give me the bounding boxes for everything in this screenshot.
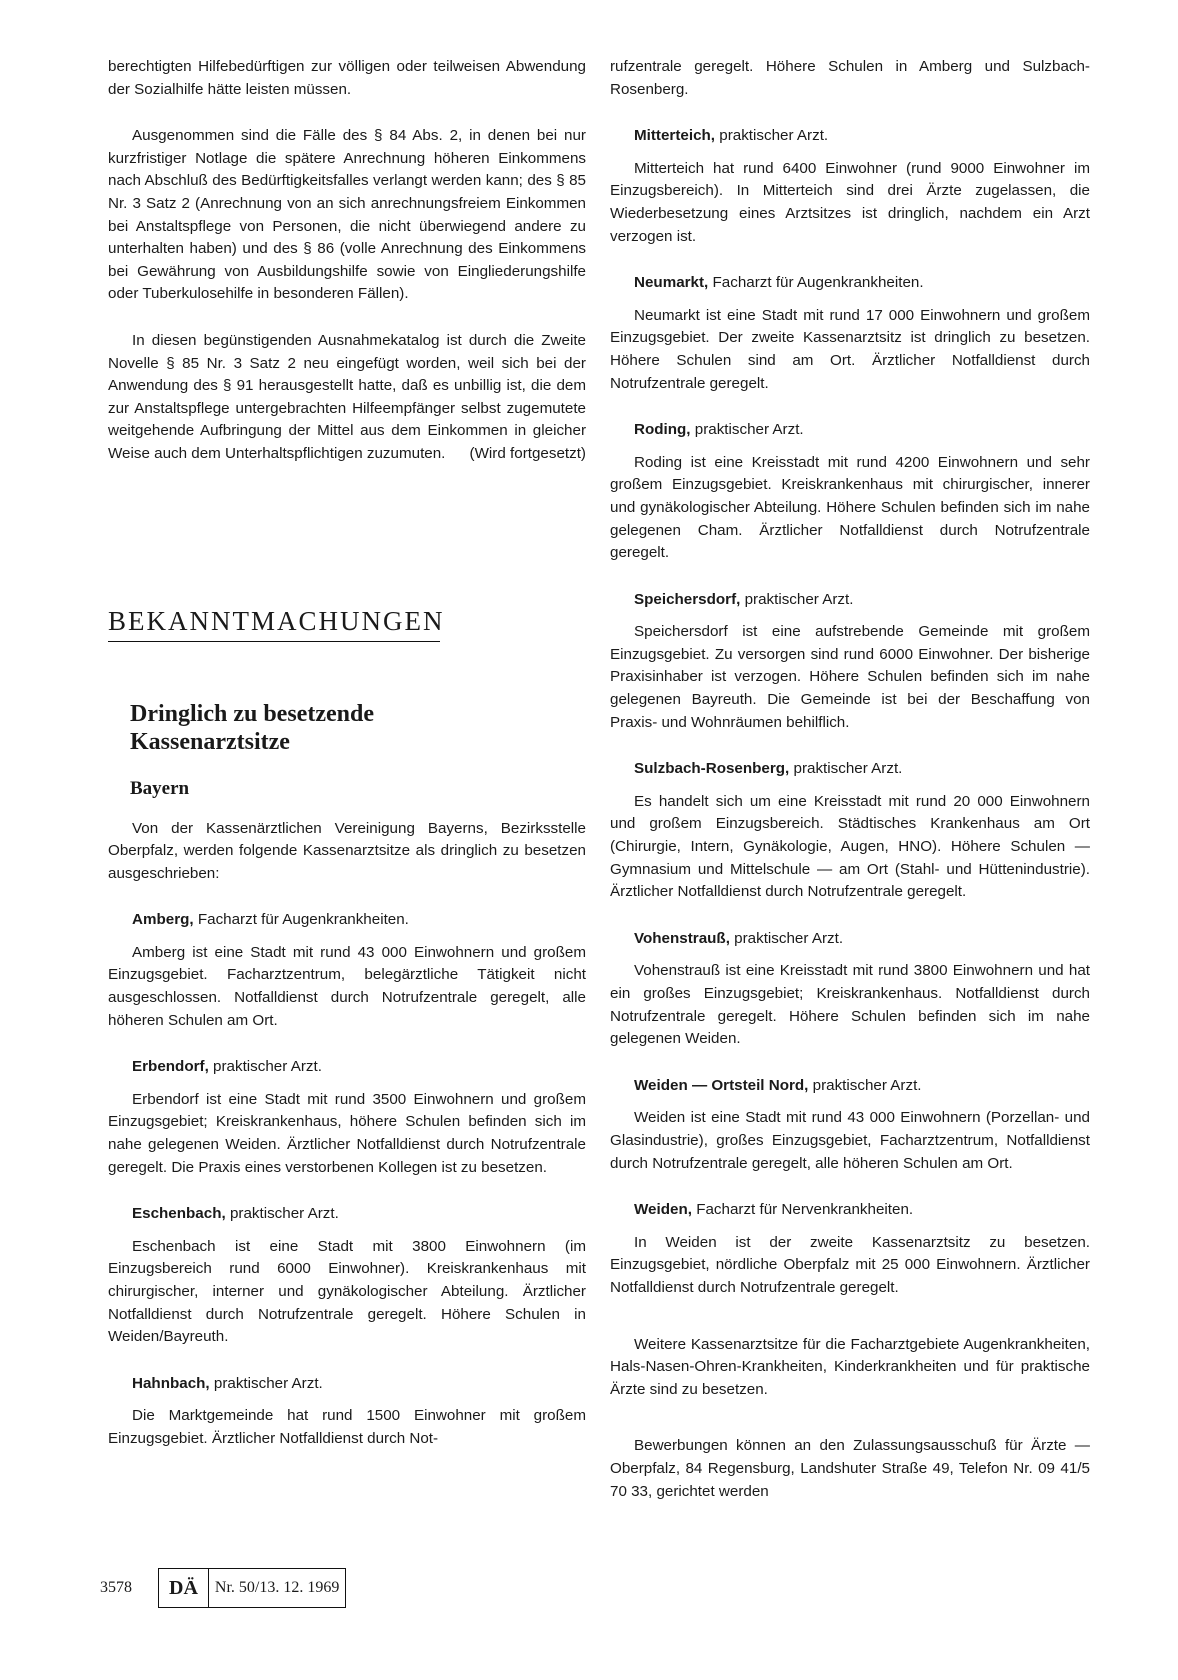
entry-text: Weiden ist eine Stadt mit rund 43 000 Einwohnern (Porzellan- und Glasindustrie), großes Einzugsgebiet, Facharztzentrum, Notfalldienst durch Notrufzentrale geregelt, alle höheren Schulen am Ort. <box>610 1109 1090 1172</box>
entry-heading <box>610 1075 1090 1098</box>
paragraph-text: In diesen begünstigenden Ausnahmekatalog ist durch die Zweite Novelle § 85 Nr. 3 Satz 2 neu eingefügt worden, weil sich bei der Anwendung des § 91 herausgestellt hatte, daß es unbillig ist, die dem zur Anstaltspflege untergebrachten Hilfeempfänger selbst zugemutete weitgehende Aufbringung der Mittel aus dem Einkommen in gleicher Weise auch dem Unterhaltspflichtigen zuzumuten. <box>108 331 586 462</box>
entry-heading <box>610 589 1090 612</box>
entry-type: praktischer Arzt. <box>213 1374 323 1392</box>
entry-place: Eschenbach, <box>132 1205 226 1223</box>
entry-heading <box>108 1373 586 1396</box>
entry-type: praktischer Arzt. <box>812 1076 922 1094</box>
entry-text: Speichersdorf ist eine aufstrebende Gemeinde mit großem Einzugsgebiet. Zu versorgen sind rund 6000 Einwohner. Der bisherige Praxisinhaber ist verzogen. Höhere Schulen befinden sich im nahe gelegenen Bayreuth. Die Gemeinde ist bei der Beschaffung von Praxis- und Wohnräumen behilflich. <box>610 623 1090 731</box>
entry-place: Amberg, <box>132 911 194 929</box>
entry-heading <box>108 1056 586 1079</box>
entry-place: Hahnbach, <box>132 1374 210 1392</box>
entry-type: Facharzt für Nervenkrankheiten. <box>696 1201 914 1219</box>
entry-place: Neumarkt, <box>634 274 709 292</box>
entry-text: Mitterteich hat rund 6400 Einwohner (rund 9000 Einwohner im Einzugsbereich). In Mitterteich sind drei Ärzte zugelassen, die Wiederbesetzung eines Arztsitzes ist dringlich, nachdem ein Arzt verzogen ist. <box>610 159 1090 245</box>
entry-text: Eschenbach ist eine Stadt mit 3800 Einwohnern (im Einzugsbereich rund 6000 Einwohner). Kreiskrankenhaus mit chirurgischer, interner und gynäkologischer Abteilung. Ärztlicher Notfalldienst durch Notrufzentrale geregelt. Höhere Schulen in Weiden/Bayreuth. <box>108 1237 586 1346</box>
entry-place: Vohenstrauß, <box>634 929 730 947</box>
region-subhead: Bayern <box>130 777 190 799</box>
entry-type: praktischer Arzt. <box>229 1205 339 1223</box>
entry-type: praktischer Arzt. <box>734 929 844 947</box>
entry-type: praktischer Arzt. <box>793 760 903 778</box>
entry-text: Roding ist eine Kreisstadt mit rund 4200 Einwohnern und sehr großem Einzugsgebiet. Kreiskrankenhaus mit chirurgischer, innerer und gynäkologischer Abteilung. Höhere Schulen befinden sich im nahe gelegenen Cham. Ärztlicher Notfalldienst durch Notrufzentrale geregelt. <box>610 453 1090 562</box>
entry-heading <box>108 909 586 932</box>
entry-place: Weiden — Ortsteil Nord, <box>634 1076 809 1094</box>
article-title-line: Kassenarztsitze <box>130 728 290 755</box>
entry-heading <box>610 1199 1090 1222</box>
article-title-line: Dringlich zu besetzende <box>130 700 374 727</box>
section-title: BEKANNTMACHUNGEN <box>108 606 440 642</box>
entry-heading <box>610 928 1090 951</box>
journal-box <box>158 1568 346 1608</box>
left-column <box>108 56 586 1451</box>
entry-type: praktischer Arzt. <box>694 421 804 439</box>
applications-paragraph: Bewerbungen können an den Zulassungsausschuß für Ärzte — Oberpfalz, 84 Regensburg, Landshuter Straße 49, Telefon Nr. 09 41/5 70 33, gerichtet werden <box>610 1437 1090 1500</box>
page-footer <box>100 1568 346 1608</box>
entry-heading <box>108 1203 586 1226</box>
entry-place: Weiden, <box>634 1201 692 1219</box>
entry-heading <box>610 125 1090 148</box>
intro-paragraph: Von der Kassenärztlichen Vereinigung Bayerns, Bezirksstelle Oberpfalz, werden folgende Kassenarztsitze als dringlich zu besetzen ausgeschrieben: <box>108 819 586 882</box>
entry-place: Mitterteich, <box>634 127 716 145</box>
entry-type: praktischer Arzt. <box>744 590 854 608</box>
entry-place: Speichersdorf, <box>634 590 741 608</box>
paragraph: Ausgenommen sind die Fälle des § 84 Abs. 2, in denen bei nur kurzfristiger Notlage die spätere Anrechnung höheren Einkommens nach Abschluß des Bedürftigkeitsfalles verlangt werden kann; des § 85 Nr. 3 Satz 2 (Anrechnung von an sich anrechnungsfreiem Einkommen bei Anstaltspflege von Personen, die nicht überwiegend andere zu unterhalten haben) und des § 86 (volle Anrechnung des Einkommens bei Gewährung von Ausbildungshilfe sowie von Eingliederungshilfe oder Tuberkulosehilfe in besonderen Fällen). <box>108 127 586 303</box>
issue-number: Nr. 50/13. 12. 1969 <box>214 1579 340 1596</box>
entry-text: Erbendorf ist eine Stadt mit rund 3500 Einwohnern und großem Einzugsgebiet; Kreiskrankenhaus, höhere Schulen befinden sich im nahe gelegenen Weiden. Ärztlicher Notfalldienst durch Notrufzentrale geregelt. Die Praxis eines verstorbenen Kollegen ist zu besetzen. <box>108 1090 586 1176</box>
entry-text: Vohenstrauß ist eine Kreisstadt mit rund 3800 Einwohnern und hat ein großes Einzugsgebiet; Kreiskrankenhaus. Notfalldienst durch Notrufzentrale geregelt. Höhere Schulen befinden sich im nahe gelegenen Weiden. <box>610 962 1090 1048</box>
entry-type: Facharzt für Augenkrankheiten. <box>712 274 924 292</box>
paragraph: rufzentrale geregelt. Höhere Schulen in Amberg und Sulzbach-Rosenberg. <box>610 58 1090 98</box>
entry-place: Erbendorf, <box>132 1058 209 1076</box>
entry-text: Amberg ist eine Stadt mit rund 43 000 Einwohnern und großem Einzugsgebiet. Facharztzentrum, belegärztliche Tätigkeit nicht ausgeschlossen. Notfalldienst durch Notrufzentrale geregelt, alle höheren Schulen am Ort. <box>108 943 586 1029</box>
entry-heading <box>610 419 1090 442</box>
entry-heading <box>610 272 1090 295</box>
page-number: 3578 <box>100 1579 132 1596</box>
entry-type: praktischer Arzt. <box>719 127 829 145</box>
paragraph <box>108 330 586 466</box>
right-column <box>610 56 1090 1503</box>
entry-place: Roding, <box>634 421 691 439</box>
entry-text: Neumarkt ist eine Stadt mit rund 17 000 Einwohnern und großem Einzugsgebiet. Der zweite Kassenarztsitz ist dringlich zu besetzen. Höhere Schulen sind am Ort. Ärztlicher Notfalldienst durch Notrufzentrale geregelt. <box>610 306 1090 392</box>
entry-heading <box>610 758 1090 781</box>
article-title <box>130 700 586 756</box>
entry-text: Es handelt sich um eine Kreisstadt mit rund 20 000 Einwohnern und großem Einzugsbereich. Städtisches Krankenhaus am Ort (Chirurgie, Intern, Gynäkologie, Augen, HNO). Höhere Schulen — Gymnasium und Mittelschule — am Ort (Stahl- und Hüttenindustrie). Ärztlicher Notfalldienst durch Notrufzentrale geregelt. <box>610 792 1090 901</box>
journal-logo: DÄ <box>159 1569 209 1607</box>
entry-text: Die Marktgemeinde hat rund 1500 Einwohner mit großem Einzugsgebiet. Ärztlicher Notfalldienst durch Not- <box>108 1407 586 1447</box>
further-positions-paragraph: Weitere Kassenarztsitze für die Facharztgebiete Augenkrankheiten, Hals-Nasen-Ohren-Krankheiten, Kinderkrankheiten und für praktische Ärzte sind zu besetzen. <box>610 1335 1090 1398</box>
entry-place: Sulzbach-Rosenberg, <box>634 760 790 778</box>
entry-type: praktischer Arzt. <box>213 1058 322 1076</box>
paragraph: berechtigten Hilfebedürftigen zur völligen oder teilweisen Abwendung der Sozialhilfe hätte leisten müssen. <box>108 58 586 98</box>
continued-note: (Wird fortgesetzt) <box>469 444 586 462</box>
entry-type: Facharzt für Augenkrankheiten. <box>197 911 409 929</box>
entry-text: In Weiden ist der zweite Kassenarztsitz zu besetzen. Einzugsgebiet, nördliche Oberpfalz mit 25 000 Einwohnern. Ärztlicher Notfalldienst durch Notrufzentrale geregelt. <box>610 1233 1090 1296</box>
